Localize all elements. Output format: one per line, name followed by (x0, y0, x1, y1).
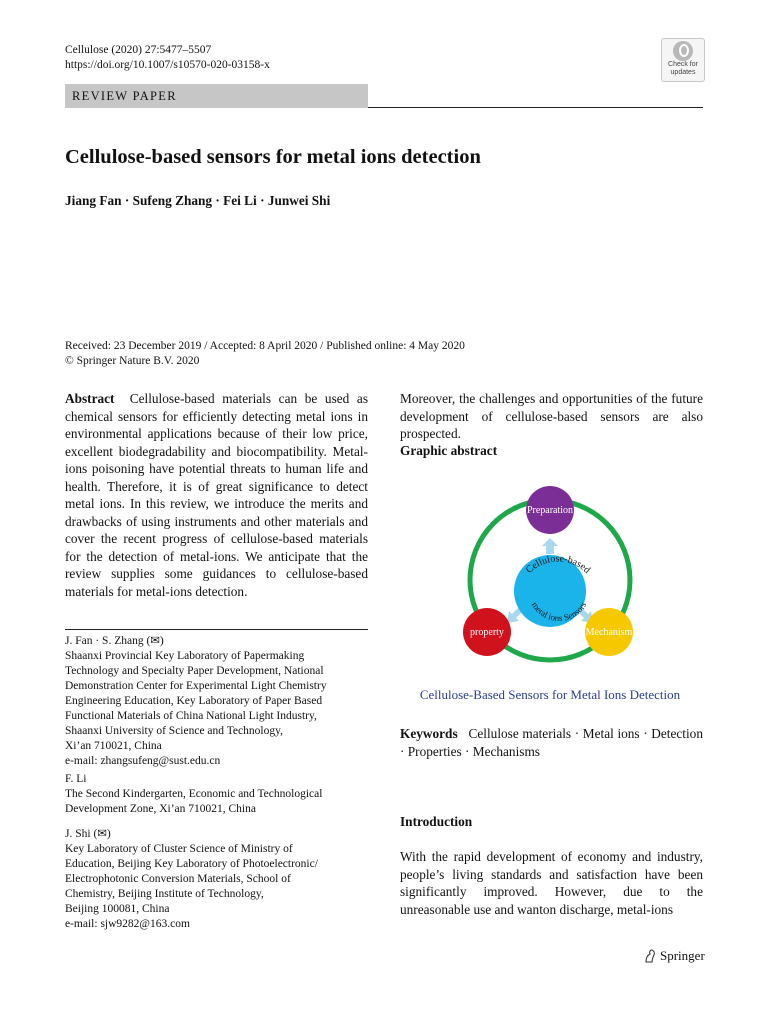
affiliation-line: Xi’an 710021, China (65, 740, 162, 752)
affiliation-line: Education, Beijing Key Laboratory of Photoelectronic/ (65, 858, 318, 870)
author-list: Jiang Fan · Sufeng Zhang · Fei Li · Junwei Shi (65, 193, 331, 208)
affiliation-line: The Second Kindergarten, Economic and Technological (65, 788, 323, 800)
journal-info (65, 43, 270, 73)
abstract-continuation: Moreover, the challenges and opportunities of the future development of cellulose-based sensors are also prospected. (400, 391, 703, 441)
affiliation-line: Chemistry, Beijing Institute of Technology, (65, 888, 264, 900)
springer-horse-icon (644, 949, 656, 963)
affiliation-email[interactable]: e-mail: zhangsufeng@sust.edu.cn (65, 755, 221, 767)
copyright: © Springer Nature B.V. 2020 (65, 355, 200, 367)
check-updates-icon (673, 41, 693, 61)
affiliation-line: Shaanxi Provincial Key Laboratory of Papermaking (65, 650, 305, 662)
abstract (65, 390, 368, 600)
center-label-top: Cellulose-based (523, 553, 593, 576)
affiliation-line: Beijing 100081, China (65, 903, 170, 915)
center-label-bottom: metal ions Sensors (529, 599, 589, 624)
affiliation-line: Functional Materials of China National Light Industry, (65, 710, 317, 722)
affiliation-line: Key Laboratory of Cluster Science of Ministry of (65, 843, 293, 855)
affiliation-block (65, 634, 368, 769)
introduction-heading: Introduction (400, 814, 473, 829)
publisher-footer (644, 948, 705, 964)
mechanism-label: Mechanism (585, 627, 633, 638)
graphic-abstract-svg (400, 480, 703, 720)
article-title: Cellulose-based sensors for metal ions detection (65, 146, 481, 168)
property-label: property (470, 627, 504, 638)
affiliation-names: J. Fan · S. Zhang (✉) (65, 635, 164, 647)
publication-dates (65, 339, 465, 369)
affiliation-line: Technology and Specialty Paper Development, National (65, 665, 324, 677)
graphic-abstract-heading: Graphic abstract (400, 443, 498, 458)
header-rule (368, 107, 703, 108)
publisher-name: Springer (660, 948, 705, 963)
affiliation-names: J. Shi (✉) (65, 828, 111, 840)
keywords-text: Cellulose materials · Metal ions · Detection · Properties · Mechanisms (400, 726, 703, 759)
affiliation-line: Development Zone, Xi’an 710021, China (65, 803, 256, 815)
date-line: Received: 23 December 2019 / Accepted: 8 April 2020 / Published online: 4 May 2020 (65, 340, 465, 352)
arrow-up-icon (542, 538, 558, 554)
graphic-abstract-figure (400, 480, 703, 720)
affiliation-names: F. Li (65, 773, 87, 785)
affiliation-line: Engineering Education, Key Laboratory of Paper Based (65, 695, 323, 707)
introduction-text: With the rapid development of economy and industry, people’s living standards and satisfaction have been significantly improved. However, due to the unreasonable use and wanton discharge, metal-ions (400, 849, 703, 917)
abstract-text: Cellulose-based materials can be used as chemical sensors for efficiently detecting metal ions in environmental applications because of their low price, excellent biodegradability and biocompatibility. Metal-ions poisoning have potential threats to human life and health. Therefore, it is of great significance to detect metal ions. In this review, we introduce the merits and drawbacks of using instruments and other materials and cover the recent progress of cellulose-based materials for the detection of metal-ions. We anticipate that the review supplies some guidances to cellulose-based materials for metal-ions detection. (65, 391, 368, 599)
check-updates-label: Check for updates (668, 61, 698, 76)
figure-caption: Cellulose-Based Sensors for Metal Ions Detection (419, 687, 681, 702)
affiliation-block (65, 772, 368, 817)
keywords (400, 725, 703, 760)
keywords-label: Keywords (400, 726, 458, 741)
affiliation-rule (65, 629, 368, 630)
affiliation-line: Shaanxi University of Science and Technology, (65, 725, 283, 737)
section-label: REVIEW PAPER (65, 84, 368, 108)
journal-citation: Cellulose (2020) 27:5477–5507 (65, 44, 212, 56)
abstract-label: Abstract (65, 391, 115, 406)
affiliation-line: Electrophotonic Conversion Materials, School of (65, 873, 291, 885)
affiliation-block (65, 827, 368, 932)
affiliation-line: Demonstration Center for Experimental Light Chemistry (65, 680, 327, 692)
check-for-updates-badge[interactable] (661, 38, 705, 82)
preparation-label: Preparation (526, 505, 574, 516)
affiliation-email[interactable]: e-mail: sjw9282@163.com (65, 918, 190, 930)
doi-link[interactable]: https://doi.org/10.1007/s10570-020-03158-x (65, 59, 270, 71)
